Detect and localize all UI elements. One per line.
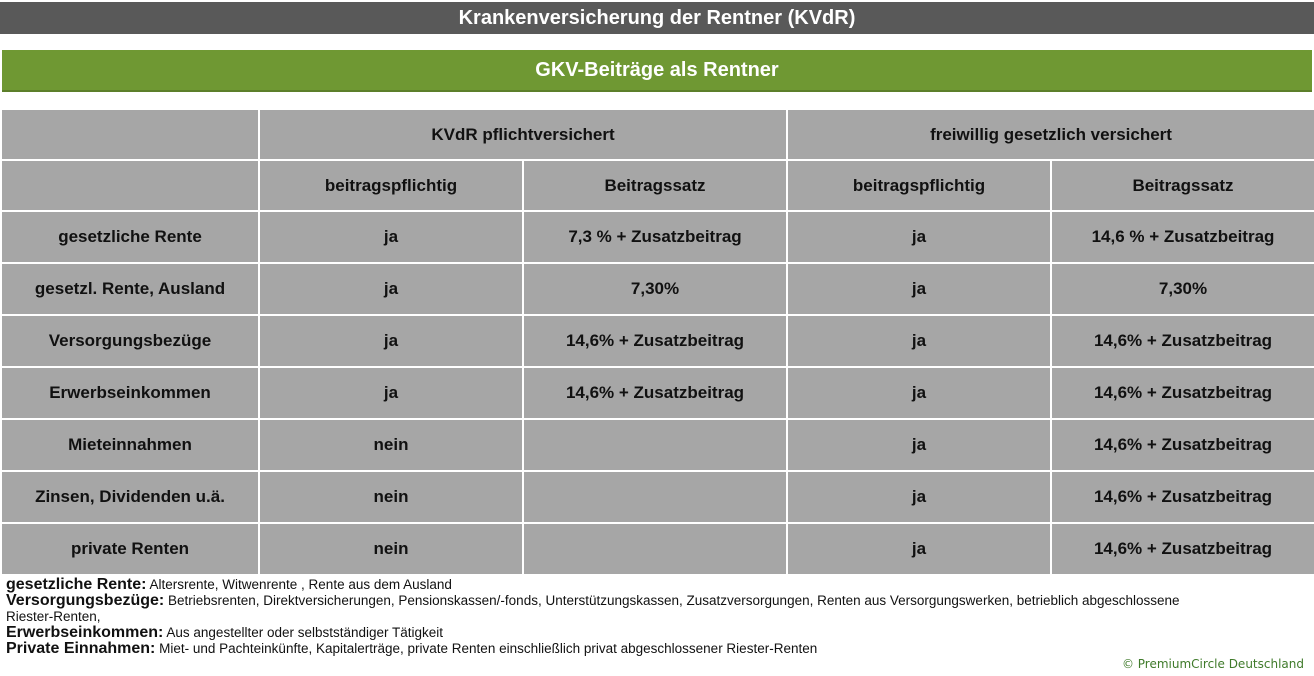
footnote-text: Altersrente, Witwenrente , Rente aus dem Ausland <box>146 577 452 592</box>
cell-kvdr-satz: 7,3 % + Zusatzbeitrag <box>523 211 787 263</box>
subheader-frei-beitragspflichtig: beitragspflichtig <box>787 160 1051 211</box>
footnotes <box>6 577 1226 657</box>
cell-kvdr-pflicht: nein <box>259 471 523 523</box>
table-row <box>1 315 1314 367</box>
cell-kvdr-satz: 7,30% <box>523 263 787 315</box>
cell-frei-satz: 14,6% + Zusatzbeitrag <box>1051 523 1314 575</box>
cell-frei-satz: 14,6% + Zusatzbeitrag <box>1051 471 1314 523</box>
contribution-table <box>0 108 1314 576</box>
cell-kvdr-pflicht: ja <box>259 367 523 419</box>
footnote-private-einnahmen <box>6 641 1226 657</box>
cell-frei-pflicht: ja <box>787 523 1051 575</box>
copyright-notice: © PremiumCircle Deutschland <box>1121 657 1304 671</box>
footnote-term: Private Einnahmen: <box>6 640 156 657</box>
cell-frei-pflicht: ja <box>787 419 1051 471</box>
cell-kvdr-pflicht: ja <box>259 315 523 367</box>
table-group-header-row <box>1 109 1314 160</box>
cell-kvdr-satz <box>523 523 787 575</box>
table-corner-cell <box>1 160 259 211</box>
footnote-versorgungsbezuege <box>6 593 1226 625</box>
footnote-gesetzliche-rente <box>6 577 1226 593</box>
table-corner-cell <box>1 109 259 160</box>
footnote-text: Miet- und Pachteinkünfte, Kapitalerträge, private Renten einschließlich privat abgeschlossener Riester-Renten <box>155 641 818 656</box>
group-header-freiwillig: freiwillig gesetzlich versichert <box>787 109 1314 160</box>
footnote-term: Erwerbseinkommen: <box>6 624 164 641</box>
row-label: Zinsen, Dividenden u.ä. <box>1 471 259 523</box>
cell-frei-satz: 7,30% <box>1051 263 1314 315</box>
subheader-kvdr-beitragssatz: Beitragssatz <box>523 160 787 211</box>
cell-kvdr-satz <box>523 419 787 471</box>
row-label: gesetzl. Rente, Ausland <box>1 263 259 315</box>
cell-frei-pflicht: ja <box>787 211 1051 263</box>
table-row <box>1 419 1314 471</box>
cell-kvdr-satz <box>523 471 787 523</box>
footnote-term: Versorgungsbezüge: <box>6 592 165 609</box>
cell-frei-satz: 14,6% + Zusatzbeitrag <box>1051 367 1314 419</box>
cell-kvdr-pflicht: nein <box>259 419 523 471</box>
cell-frei-pflicht: ja <box>787 263 1051 315</box>
cell-frei-satz: 14,6% + Zusatzbeitrag <box>1051 315 1314 367</box>
table-row <box>1 523 1314 575</box>
row-label: Mieteinnahmen <box>1 419 259 471</box>
page-subtitle: GKV-Beiträge als Rentner <box>2 50 1312 92</box>
cell-frei-satz: 14,6% + Zusatzbeitrag <box>1051 419 1314 471</box>
cell-kvdr-satz: 14,6% + Zusatzbeitrag <box>523 367 787 419</box>
cell-frei-pflicht: ja <box>787 367 1051 419</box>
footnote-text: Aus angestellter oder selbstständiger Tätigkeit <box>163 625 444 640</box>
page-title: Krankenversicherung der Rentner (KVdR) <box>0 2 1314 34</box>
cell-frei-pflicht: ja <box>787 315 1051 367</box>
table-row <box>1 471 1314 523</box>
row-label: gesetzliche Rente <box>1 211 259 263</box>
footnote-term: gesetzliche Rente: <box>6 576 147 593</box>
row-label: Erwerbseinkommen <box>1 367 259 419</box>
row-label: private Renten <box>1 523 259 575</box>
footnote-text: Betriebsrenten, Direktversicherungen, Pensionskassen/-fonds, Unterstützungskassen, Zusatzversorgungen, Renten aus Versorgungswerken, betrieblich abgeschlossene Riester-Renten, <box>6 593 1180 624</box>
table-row <box>1 367 1314 419</box>
cell-kvdr-pflicht: ja <box>259 263 523 315</box>
cell-frei-satz: 14,6 % + Zusatzbeitrag <box>1051 211 1314 263</box>
subheader-kvdr-beitragspflichtig: beitragspflichtig <box>259 160 523 211</box>
group-header-kvdr: KVdR pflichtversichert <box>259 109 787 160</box>
footnote-erwerbseinkommen <box>6 625 1226 641</box>
subheader-frei-beitragssatz: Beitragssatz <box>1051 160 1314 211</box>
cell-kvdr-satz: 14,6% + Zusatzbeitrag <box>523 315 787 367</box>
table-row <box>1 263 1314 315</box>
cell-frei-pflicht: ja <box>787 471 1051 523</box>
table-sub-header-row <box>1 160 1314 211</box>
cell-kvdr-pflicht: ja <box>259 211 523 263</box>
row-label: Versorgungsbezüge <box>1 315 259 367</box>
table-row <box>1 211 1314 263</box>
cell-kvdr-pflicht: nein <box>259 523 523 575</box>
